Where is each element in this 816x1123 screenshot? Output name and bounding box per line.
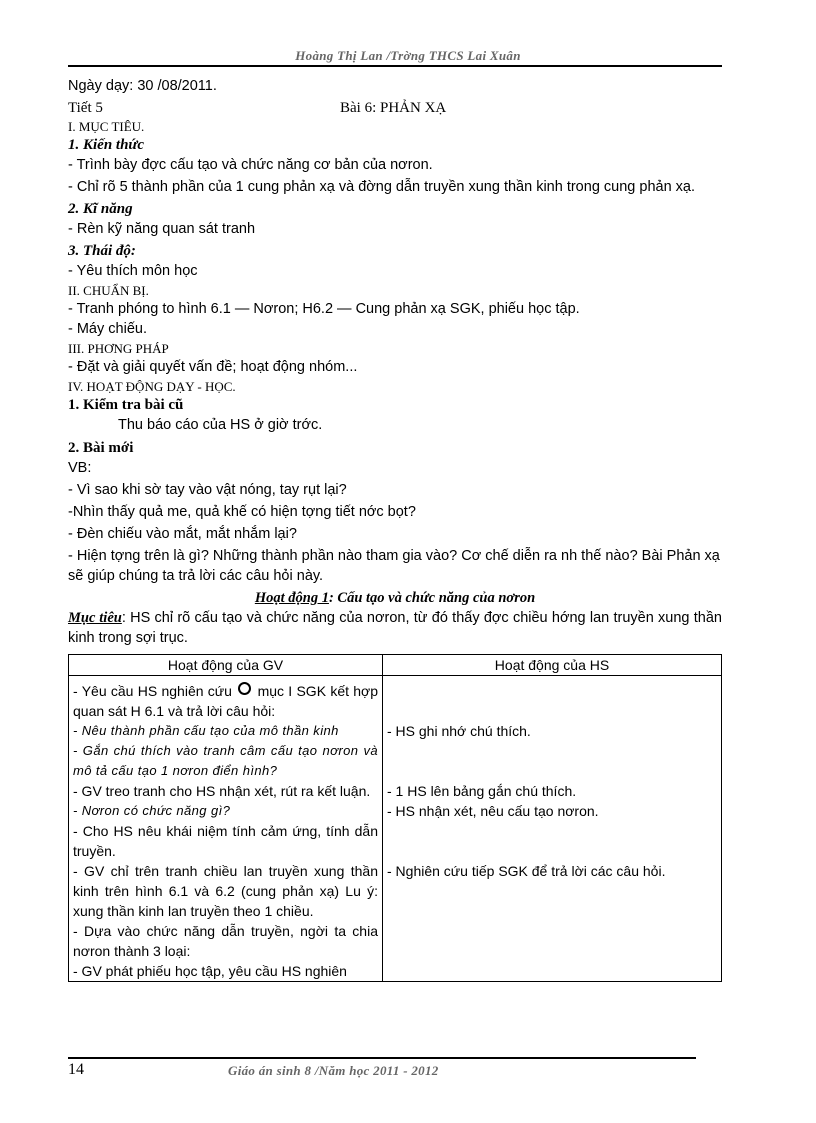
gv-item: - GV phát phiếu học tập, yêu cầu HS nghiên [73, 963, 347, 979]
hs-activities-cell [383, 676, 722, 982]
gv-item [73, 681, 378, 721]
gv-item: - GV treo tranh cho HS nhận xét, rút ra kết luận. [73, 783, 371, 799]
date-line: Ngày dạy: 30 /08/2011. [68, 78, 217, 94]
goal-text: : HS chỉ rõ cấu tạo và chức năng của nơron, từ đó thấy đợc chiều hớng lan truyền xung thần kinh trong sợi trục. [68, 610, 722, 646]
attitude-heading: 3. Thái độ: [68, 243, 136, 259]
new-lesson-item: -Nhìn thấy quả me, quả khế có hiện tợng tiết nớc bọt? [68, 504, 416, 520]
new-lesson-heading: 2. Bài mới [68, 440, 134, 456]
section-preparation: II. CHUẨN BỊ. [68, 283, 149, 298]
preparation-item: - Máy chiếu. [68, 321, 147, 337]
section-method: III. PHƠNG PHÁP [68, 341, 169, 356]
hs-item: - HS nhận xét, nêu cấu tạo nơron. [387, 803, 599, 819]
section-objectives: I. MỤC TIÊU. [68, 119, 145, 134]
check-text: Thu báo cáo của HS ở giờ trớc. [118, 417, 323, 433]
activity1-label: Hoạt động 1 [254, 590, 329, 606]
knowledge-item: - Trình bày đợc cấu tạo và chức năng cơ bản của nơron. [68, 157, 433, 173]
skills-item: - Rèn kỹ năng quan sát tranh [68, 221, 256, 237]
title-row [68, 96, 722, 118]
goal-label: Mục tiêu [68, 610, 122, 626]
gv-item: - Dựa vào chức năng dẫn truyền, ngời ta chia nơron thành 3 loại: [73, 923, 378, 959]
activity1-title-text: : Cấu tạo và chức năng của nơron [328, 590, 536, 606]
preparation-item: - Tranh phóng to hình 6.1 — Nơron; H6.2 — Cung phản xạ SGK, phiếu học tập. [68, 301, 580, 317]
period-label: Tiết 5 [68, 100, 103, 116]
column-header-hs: Hoạt động của HS [383, 655, 722, 676]
activity1-goal [68, 608, 722, 648]
lesson-title: Bài 6: PHẢN XẠ [340, 100, 447, 116]
page-number: 14 [68, 1061, 84, 1078]
header-rule [68, 65, 722, 67]
document-body [68, 76, 722, 648]
skills-heading: 2. Kĩ năng [68, 201, 133, 217]
page-header: Hoàng Thị Lan /Trờng THCS Lai Xuân [295, 48, 521, 63]
gv-question: - Nêu thành phần cấu tạo của mô thần kinh [73, 723, 339, 738]
attitude-item: - Yêu thích môn học [68, 263, 198, 279]
new-lesson-item: - Đèn chiếu vào mắt, mắt nhắm lại? [68, 526, 297, 542]
gv-activities-cell [69, 676, 383, 982]
gv-question: - Nơron có chức năng gì? [73, 803, 231, 818]
section-activities: IV. HOẠT ĐỘNG DẠY - HỌC. [68, 379, 236, 394]
hs-item: - Nghiên cứu tiếp SGK để trả lời các câu hỏi. [387, 863, 666, 879]
new-lesson-item: VB: [68, 460, 92, 476]
table-row [69, 676, 722, 982]
column-header-gv: Hoạt động của GV [69, 655, 383, 676]
bullet-circle-icon [238, 682, 251, 695]
activity1-title [68, 588, 722, 608]
knowledge-item: - Chỉ rõ 5 thành phần của 1 cung phản xạ và đờng dẫn truyền xung thần kinh trong cung phản xạ. [68, 179, 696, 195]
gv-item: - Cho HS nêu khái niệm tính cảm ứng, tính dẫn truyền. [73, 823, 378, 859]
hs-item: - HS ghi nhớ chú thích. [387, 723, 531, 739]
new-lesson-item: - Hiện tợng trên là gì? Những thành phần nào tham gia vào? Cơ chế diễn ra nh thế nào? Bài Phản xạ sẽ giúp chúng ta trả lời các câu hỏi này. [68, 548, 720, 584]
knowledge-heading: 1. Kiến thức [68, 137, 145, 153]
table-header-row [69, 655, 722, 676]
new-lesson-item: - Vì sao khi sờ tay vào vật nóng, tay rụt lại? [68, 482, 347, 498]
gv-text: mục I SGK kết hợp quan sát H 6.1 và trả lời câu hỏi: [73, 683, 379, 719]
check-heading: 1. Kiểm tra bài cũ [68, 397, 184, 413]
activity-table [68, 654, 722, 982]
gv-item: - GV chỉ trên tranh chiều lan truyền xung thần kinh trên hình 6.1 và 6.2 (cung phản xạ) Lu ý: xung thần kinh lan truyền theo 1 chiều. [73, 863, 378, 919]
gv-text: - Yêu cầu HS nghiên cứu [73, 683, 232, 699]
gv-question: - Gắn chú thích vào tranh câm cấu tạo nơron và mô tả cấu tạo 1 nơron điển hình? [73, 743, 378, 778]
footer-rule [68, 1057, 696, 1059]
method-item: - Đặt và giải quyết vấn đề; hoạt động nhóm... [68, 359, 358, 375]
hs-item: - 1 HS lên bảng gắn chú thích. [387, 783, 577, 799]
page-footer: Giáo án sinh 8 /Năm học 2011 - 2012 [228, 1063, 439, 1078]
